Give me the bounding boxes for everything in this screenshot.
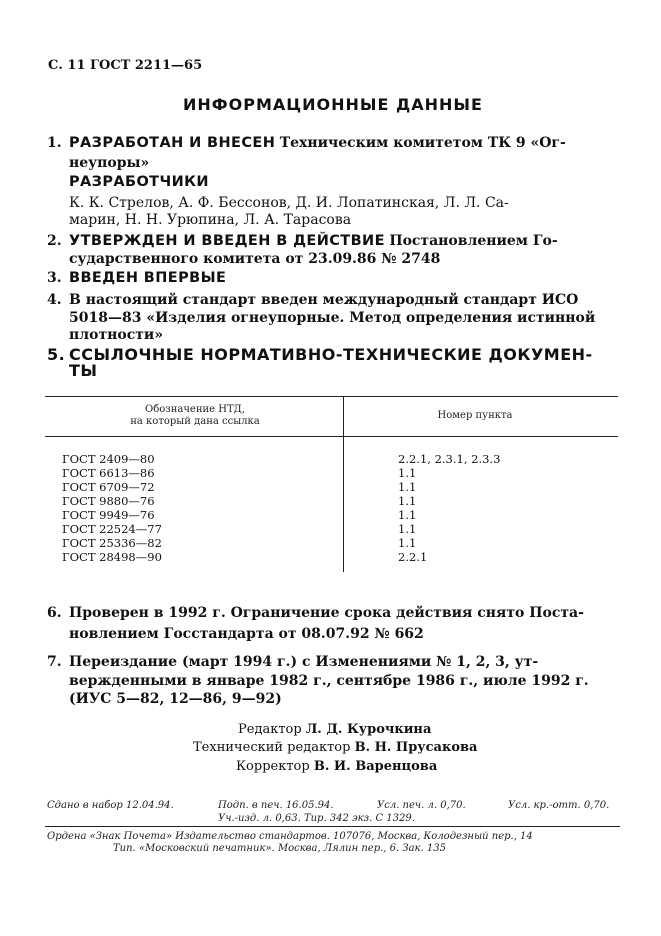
item-7-number: 7. (47, 654, 62, 670)
imprint-color-prints: Усл. кр.-отт. 0,70. (508, 800, 610, 811)
table-col2-header: Номер пункта (437, 410, 513, 421)
table-row-doc: ГОСТ 2409—80 (62, 452, 155, 466)
item-1-text: Техническим комитетом ТК 9 «Ог- (279, 135, 566, 151)
item-6-text: Проверен в 1992 г. Ограничение срока действия снято Поста- (69, 605, 584, 621)
item-7-text: Переиздание (март 1994 г.) с Изменениями № 1, 2, 3, ут- (69, 654, 539, 670)
item-7-line-2: вержденными в январе 1982 г., сентябре 1986 г., июле 1992 г. (69, 673, 589, 689)
item-7-line-1 (47, 652, 538, 672)
imprint-signed: Подп. в печ. 16.05.94. (218, 800, 334, 811)
tech-editor-name: В. Н. Прусакова (354, 740, 478, 755)
table-header-rule (45, 436, 618, 437)
item-5-line-1 (47, 345, 593, 365)
item-7-line-3: (ИУС 5—82, 12—86, 9—92) (69, 691, 282, 707)
item-3 (47, 268, 226, 288)
imprint-rule (45, 826, 620, 827)
table-row-doc: ГОСТ 9949—76 (62, 508, 155, 522)
item-1-text-cont: неупоры» (69, 155, 150, 171)
item-2-caption: УТВЕРЖДЕН И ВВЕДЕН В ДЕЙСТВИЕ (69, 233, 385, 249)
imprint-print-sheets: Усл. печ. л. 0,70. (377, 800, 466, 811)
item-5-caption-cont: ТЫ (69, 361, 98, 380)
developers-line-1: К. К. Стрелов, А. Ф. Бессонов, Д. И. Лопатинская, Л. Л. Са- (69, 195, 509, 211)
item-5-caption: ССЫЛОЧНЫЕ НОРМАТИВНО-ТЕХНИЧЕСКИЕ ДОКУМЕН- (69, 345, 593, 364)
table-row-doc: ГОСТ 6613—86 (62, 466, 155, 480)
imprint-publisher: Ордена «Знак Почета» Издательство стандартов. 107076, Москва, Колодезный пер., 14 (47, 831, 533, 842)
item-2-number: 2. (47, 233, 62, 249)
item-4-line-2: 5018—83 «Изделия огнеупорные. Метод определения истинной (69, 310, 596, 326)
table-row-clause: 1.1 (398, 536, 417, 550)
table-row-doc: ГОСТ 28498—90 (62, 550, 162, 564)
table-row-clause: 1.1 (398, 508, 417, 522)
item-1-number: 1. (47, 135, 62, 151)
item-4-text: В настоящий стандарт введен международный стандарт ИСО (69, 292, 579, 308)
table-row-clause: 1.1 (398, 466, 417, 480)
table-row-doc: ГОСТ 22524—77 (62, 522, 162, 536)
item-3-number: 3. (47, 270, 62, 286)
page-header: С. 11 ГОСТ 2211—65 (48, 58, 203, 73)
tech-editor-line (193, 740, 477, 755)
item-2-line-1 (47, 231, 558, 251)
table-row-doc: ГОСТ 9880—76 (62, 494, 155, 508)
item-6-number: 6. (47, 605, 62, 621)
table-col1-header-line-2: на который дана ссылка (130, 416, 260, 427)
item-2-text-cont: сударственного комитета от 23.09.86 № 2748 (69, 251, 441, 267)
item-1-caption: РАЗРАБОТАН И ВНЕСЕН (69, 135, 276, 151)
editor-line (238, 722, 431, 737)
imprint-submitted: Сдано в набор 12.04.94. (47, 800, 174, 811)
item-6-line-1 (47, 603, 584, 623)
table-top-rule (45, 396, 618, 397)
corrector-label: Корректор (236, 759, 310, 774)
imprint-edition: Уч.-изд. л. 0,63. Тир. 342 экз. С 1329. (218, 813, 415, 824)
corrector-line (236, 759, 437, 774)
section-title: ИНФОРМАЦИОННЫЕ ДАННЫЕ (183, 95, 483, 114)
item-4-number: 4. (47, 292, 62, 308)
table-col1-header (85, 404, 305, 428)
table-row-clause: 1.1 (398, 522, 417, 536)
table-row-clause: 1.1 (398, 480, 417, 494)
item-2-text: Постановлением Го- (389, 233, 558, 249)
developers-label: РАЗРАБОТЧИКИ (69, 174, 209, 190)
editor-label: Редактор (238, 722, 302, 737)
item-4-line-3: плотности» (69, 327, 164, 343)
developers-line-2: марин, Н. Н. Урюпина, Л. А. Тарасова (69, 212, 352, 228)
item-6-line-2: новлением Госстандарта от 08.07.92 № 662 (69, 626, 424, 642)
table-row-clause: 2.2.1, 2.3.1, 2.3.3 (398, 452, 501, 466)
table-col1-header-line-1: Обозначение НТД, (145, 404, 245, 415)
tech-editor-label: Технический редактор (193, 740, 351, 755)
editor-name: Л. Д. Курочкина (305, 722, 432, 737)
table-column-divider (343, 396, 344, 572)
item-5-number: 5. (47, 345, 66, 364)
table-row-clause: 1.1 (398, 494, 417, 508)
table-row-doc: ГОСТ 25336—82 (62, 536, 162, 550)
imprint-printer: Тип. «Московский печатник». Москва, Лялин пер., 6. Зак. 135 (113, 843, 446, 854)
corrector-name: В. И. Варенцова (313, 759, 438, 774)
table-row-clause: 2.2.1 (398, 550, 428, 564)
item-1-line-1 (47, 133, 566, 153)
item-3-caption: ВВЕДЕН ВПЕРВЫЕ (69, 270, 227, 286)
table-row-doc: ГОСТ 6709—72 (62, 480, 155, 494)
item-4-line-1 (47, 290, 578, 310)
